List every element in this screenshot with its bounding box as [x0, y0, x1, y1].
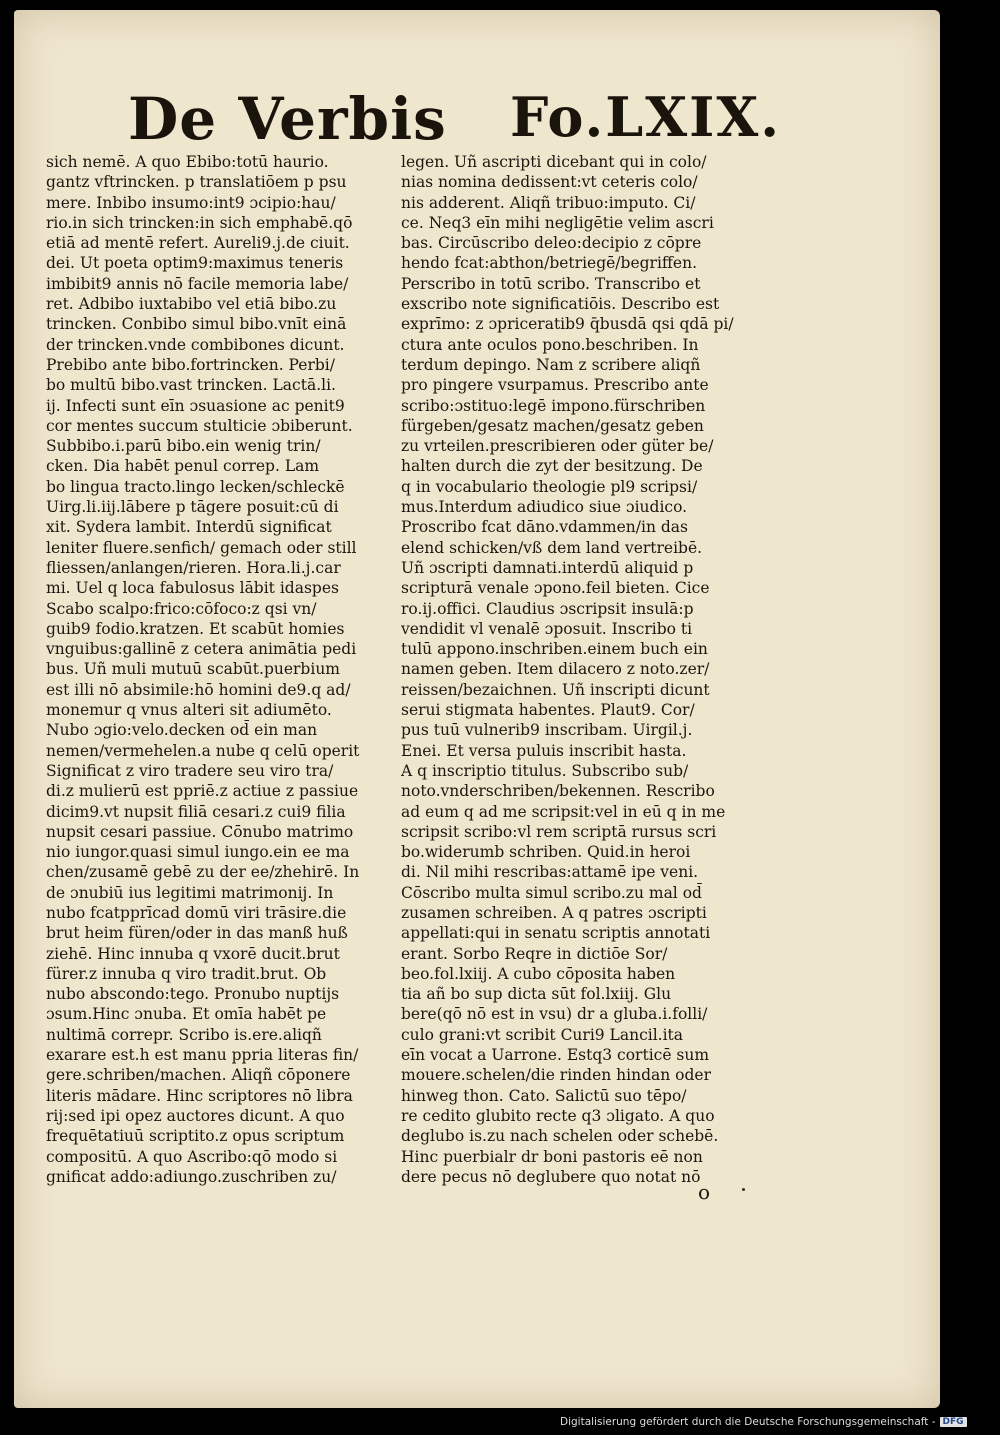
text-line: zu vrteilen.prescribieren oder güter be/: [401, 437, 714, 456]
text-line: pro pingere vsurpamus. Prescribo ante: [401, 376, 709, 395]
text-line: culo grani:vt scribit Curi9 Lancil.ita: [401, 1025, 684, 1044]
text-line: eīn vocat a Uarrone. Estq3 corticē sum: [401, 1046, 710, 1065]
text-line: fürer.z innuba q viro tradit.brut. Ob: [46, 964, 327, 983]
text-line: nubo fcatpprīcad domū viri trāsire.die: [46, 903, 347, 922]
text-line: Hinc puerbialr dr boni pastoris eē non: [401, 1147, 703, 1166]
text-line: fliessen/anlangen/rieren. Hora.li.j.car: [46, 558, 341, 577]
text-column-right: [401, 152, 741, 1187]
text-line: sich nemē. A quo Ebibo:totū haurio.: [46, 153, 329, 171]
text-line: Cōscribo multa simul scribo.zu mal od̄: [401, 883, 702, 902]
text-line: frequētatiuū scriptito.z opus scriptum: [46, 1127, 345, 1146]
text-line: zusamen schreiben. A q patres ɔscripti: [401, 903, 707, 922]
text-line: mere. Inbibo insumo:int9 ɔcipio:hau/: [46, 193, 336, 212]
text-line: Uñ ɔscripti damnati.interdū aliquid p: [401, 558, 694, 577]
text-line: etiā ad mentē refert. Aureli9.j.de ciuit.: [46, 234, 350, 253]
text-line: ro.ij.offici. Claudius ɔscripsit insulā:p: [401, 599, 694, 618]
text-line: exscribo note significatiōis. Describo est: [401, 295, 720, 314]
ink-speck: [742, 1188, 745, 1191]
text-line: vnguibus:gallinē z cetera animātia pedi: [46, 640, 357, 659]
text-line: bo lingua tracto.lingo lecken/schleckē: [46, 477, 345, 496]
text-line: ctura ante oculos pono.beschriben. In: [401, 335, 699, 354]
text-line: trincken. Conbibo simul bibo.vnīt einā: [46, 315, 347, 334]
text-line: halten durch die zyt der besitzung. De: [401, 457, 703, 476]
text-line: dere pecus nō deglubere quo notat nō: [401, 1167, 701, 1186]
text-line: nultimā correpr. Scribo is.ere.aliqñ: [46, 1025, 322, 1044]
funding-credit-text: Digitalisierung gefördert durch die Deutsche Forschungsgemeinschaft -: [560, 1416, 936, 1428]
text-line: compositū. A quo Ascribo:qō modo si: [46, 1147, 338, 1166]
text-line: beo.fol.lxiij. A cubo cōposita haben: [401, 964, 676, 983]
text-line: hendo fcat:abthon/betriegē/begriffen.: [401, 254, 697, 273]
text-line: re cedito glubito recte q3 ɔligato. A quo: [401, 1106, 715, 1125]
text-line: di. Nil mihi rescribas:attamē ipe veni.: [401, 863, 699, 882]
text-line: tia añ bo sup dicta sūt fol.lxiij. Glu: [401, 985, 672, 1004]
text-column-left: [46, 152, 391, 1187]
signature-mark: o: [698, 1180, 711, 1204]
text-line: xit. Sydera lambit. Interdū significat: [46, 518, 332, 537]
text-line: Subbibo.i.parū bibo.ein wenig trin/: [46, 437, 321, 456]
text-line: bo multū bibo.vast trincken. Lactā.li.: [46, 376, 336, 395]
text-line: Proscribo fcat dāno.vdammen/in das: [401, 518, 688, 537]
text-line: Significat z viro tradere seu viro tra/: [46, 761, 334, 780]
text-line: nubo abscondo:tego. Pronubo nuptijs: [46, 985, 340, 1004]
text-line: mouere.schelen/die rinden hindan oder: [401, 1066, 711, 1085]
text-line: exarare est.h est manu ppria literas fin/: [46, 1046, 359, 1065]
text-line: mus.Interdum adiudico siue ɔiudico.: [401, 498, 688, 517]
text-line: cor mentes succum stulticie ɔbiberunt.: [46, 416, 353, 435]
text-line: scripsit scribo:vl rem scriptā rursus scri: [401, 822, 717, 841]
text-line: imbibit9 annis nō facile memoria labe/: [46, 274, 349, 293]
text-line: scribo:ɔstituo:legē impono.fürschriben: [401, 396, 706, 415]
text-line: rij:sed ipi opez auctores dicunt. A quo: [46, 1106, 345, 1125]
text-line: reissen/bezaichnen. Uñ inscripti dicunt: [401, 680, 710, 699]
text-line: cken. Dia habēt penul correp. Lam: [46, 457, 320, 476]
text-line: deglubo is.zu nach schelen oder schebē.: [401, 1127, 719, 1146]
text-line: dicim9.vt nupsit filiā cesari.z cui9 filia: [46, 802, 346, 821]
text-line: hinweg thon. Cato. Salictū suo tēpo/: [401, 1086, 687, 1105]
text-line: der trincken.vnde combibones dicunt.: [46, 335, 345, 354]
text-line: pus tuū vulnerib9 inscribam. Uirgil.j.: [401, 721, 693, 740]
text-line: bo.widerumb schriben. Quid.in heroi: [401, 843, 691, 862]
text-line: Nubo ɔgio:velo.decken od̄ ein man: [46, 721, 318, 740]
text-line: Perscribo in totū scribo. Transcribo et: [401, 274, 701, 293]
text-line: vendidit vl venalē ɔposuit. Inscribo ti: [401, 619, 693, 638]
text-line: ziehē. Hinc innuba q vxorē ducit.brut: [46, 944, 340, 963]
text-line: ad eum q ad me scripsit:vel in eū q in me: [401, 802, 726, 821]
text-line: fürgeben/gesatz machen/gesatz geben: [401, 416, 704, 435]
text-line: erant. Sorbo Reqre in dictiōe Sor/: [401, 944, 668, 963]
text-line: brut heim füren/oder in das manß huß: [46, 924, 348, 943]
folio-number: Fo.LXIX.: [510, 85, 782, 149]
text-line: appellati:qui in senatu scriptis annotati: [401, 924, 711, 943]
text-line: guib9 fodio.kratzen. Et scabūt homies: [46, 619, 345, 638]
text-line: ce. Neq3 eīn mihi negligētie velim ascri: [401, 213, 714, 232]
text-line: q in vocabulario theologie pl9 scripsi/: [401, 477, 698, 496]
text-line: bus. Uñ muli mutuū scabūt.puerbium: [46, 660, 340, 679]
text-line: elend schicken/vß dem land vertreibē.: [401, 538, 703, 557]
text-line: terdum depingo. Nam z scribere aliqñ: [401, 355, 701, 374]
text-line: leniter fluere.senfich/ gemach oder still: [46, 538, 357, 557]
text-line: nemen/vermehelen.a nube q celū operit: [46, 741, 360, 760]
running-head-title: De Verbis: [128, 85, 447, 153]
text-line: est illi nō absimile:hō homini de9.q ad/: [46, 680, 351, 699]
text-line: ɔsum.Hinc ɔnuba. Et omīa habēt pe: [46, 1005, 327, 1024]
text-line: gere.schriben/machen. Aliqñ cōponere: [46, 1066, 351, 1085]
text-line: rio.in sich trincken:in sich emphabē.qō: [46, 213, 353, 232]
text-line: literis mādare. Hinc scriptores nō libra: [46, 1086, 353, 1105]
text-line: ret. Adbibo iuxtabibo vel etiā bibo.zu: [46, 295, 337, 314]
text-line: namen geben. Item dilacero z noto.zer/: [401, 660, 710, 679]
text-line: gantz vftrincken. p translatiōem p psu: [46, 173, 347, 192]
text-line: legen. Uñ ascripti dicebant qui in colo/: [401, 153, 707, 171]
text-line: di.z mulierū est ppriē.z actiue z passiue: [46, 782, 359, 801]
text-line: A q inscriptio titulus. Subscribo sub/: [401, 761, 689, 780]
text-line: tulū appono.inschriben.einem buch ein: [401, 640, 708, 659]
text-line: dei. Ut poeta optim9:maximus teneris: [46, 254, 344, 273]
digitization-credit: [560, 1416, 967, 1428]
text-line: scripturā venale ɔpono.feil bieten. Cice: [401, 579, 710, 598]
text-line: gnificat addo:adiungo.zuschriben zu/: [46, 1167, 337, 1186]
text-line: Prebibo ante bibo.fortrincken. Perbi/: [46, 355, 335, 374]
text-line: Scabo scalpo:frico:cōfoco:z qsi vn/: [46, 599, 317, 618]
text-line: nio iungor.quasi simul iungo.ein ee ma: [46, 843, 350, 862]
text-line: mi. Uel q loca fabulosus lābit idaspes: [46, 579, 339, 598]
text-line: serui stigmata habentes. Plaut9. Cor/: [401, 701, 695, 720]
text-line: chen/zusamē gebē zu der ee/zhehirē. In: [46, 863, 360, 882]
text-line: nupsit cesari passiue. Cōnubo matrimo: [46, 822, 354, 841]
text-line: ij. Infecti sunt eīn ɔsuasione ac penit9: [46, 396, 345, 415]
text-line: de ɔnubiū ius legitimi matrimonij. In: [46, 883, 334, 902]
text-line: exprīmo: z ɔpriceratib9 q̄busdā qsi qdā pi/: [401, 315, 734, 334]
text-line: nis adderent. Aliqñ tribuo:imputo. Ci/: [401, 193, 696, 212]
dfg-logo: DFG: [940, 1417, 967, 1427]
text-line: monemur q vnus alteri sit adiumēto.: [46, 701, 332, 720]
text-line: Uirg.li.iij.lābere p tāgere posuit:cū di: [46, 498, 339, 517]
text-line: bere(qō nō est in vsu) dr a gluba.i.folli/: [401, 1005, 708, 1024]
text-line: nias nomina dedissent:vt ceteris colo/: [401, 173, 698, 192]
text-line: bas. Circūscribo deleo:decipio z cōpre: [401, 234, 702, 253]
text-line: noto.vnderschriben/bekennen. Rescribo: [401, 782, 715, 801]
text-line: Enei. Et versa puluis inscribit hasta.: [401, 741, 687, 760]
